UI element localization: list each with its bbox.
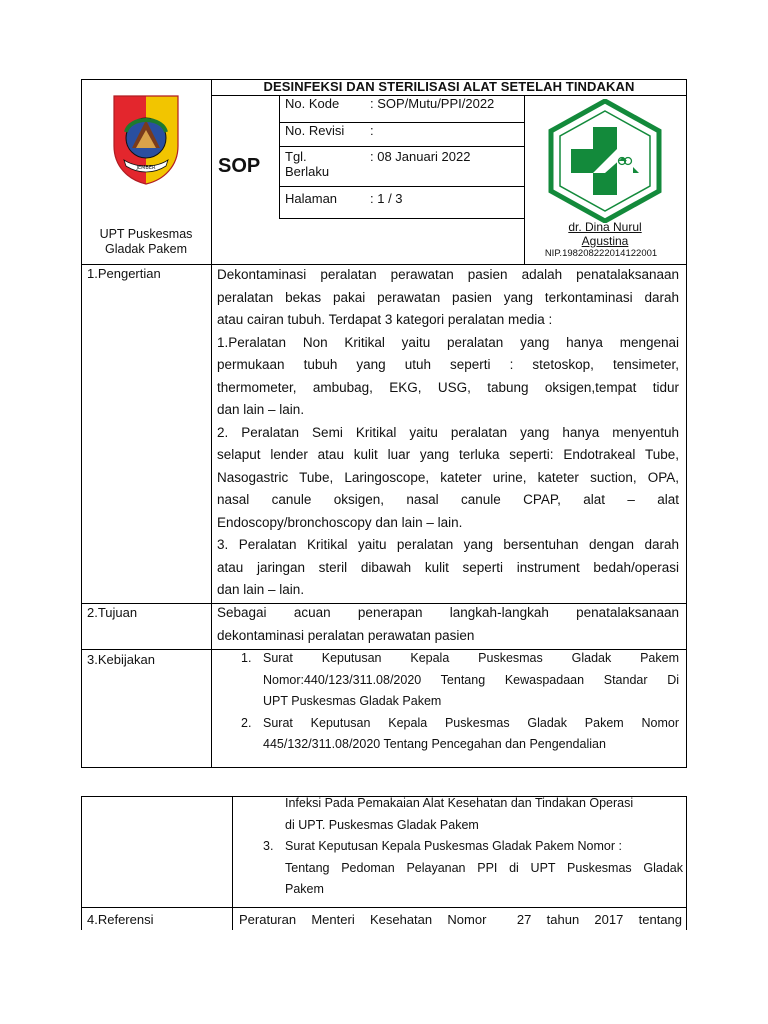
kebijakan-item-number: 2. [241,715,252,730]
pengertian-line: dan lain – lain. [217,582,305,597]
kebijakan-item-line: di UPT. Puskesmas Gladak Pakem [285,817,479,832]
field-tgl-berlaku-value: : 08 Januari 2022 [370,149,471,164]
logo-caption: JEMBER [136,165,156,171]
signer-name-line-1: dr. Dina Nurul [568,220,642,234]
kebijakan-item-number: 1. [241,651,252,665]
kebijakan-item-line: Pakem [285,882,324,896]
puskesmas-logo [543,99,667,223]
kebijakan-continued-list [263,793,683,901]
kebijakan-item-3 [263,836,683,901]
section-referensi-label: 4.Referensi [87,912,154,927]
field-tgl-label-line-2: Berlaku [285,164,330,179]
signer-name-line-2: Agustina [581,234,629,248]
kebijakan-list [241,648,679,756]
field-halaman-value: : 1 / 3 [370,191,403,206]
kebijakan-item-1 [241,648,679,713]
kebijakan-item-number: 3. [263,839,274,853]
tujuan-line: dekontaminasi peralatan perawatan pasien [217,627,475,643]
document-title: DESINFEKSI DAN STERILISASI ALAT SETELAH TINDAKAN [263,79,635,94]
signer-block [524,220,686,260]
field-no-kode-value: : SOP/Mutu/PPI/2022 [370,96,495,111]
kebijakan-item-line: Tentang Pedoman Pelayanan PPI di UPT Puskesmas Gladak [285,860,683,875]
section-pengertian-body [217,264,679,602]
organization-line-1: UPT Puskesmas [99,227,193,241]
pengertian-line: Nasogastric Tube, Laringoscope, kateter urine, kateter suction, OPA, [217,469,679,485]
pengertian-line: thermometer, ambubag, EKG, USG, tabung oksigen,tempat tidur [217,379,679,395]
tujuan-line: Sebagai acuan penerapan langkah-langkah penatalaksanaan [217,605,679,620]
signer-nip: NIP.198208222014122001 [544,248,658,259]
pengertian-line: atau cairan tubuh. Terdapat 3 kategori peralatan media : [217,312,553,327]
pengertian-line: 1.Peralatan Non Kritikal yaitu peralatan yang hanya mengenai [217,334,679,350]
section-kebijakan-label: 3.Kebijakan [87,652,155,667]
field-halaman-label: Halaman [285,191,338,206]
section-referensi-body [239,911,682,929]
section-pengertian-label: 1.Pengertian [87,266,161,281]
jember-logo [110,92,182,188]
kebijakan-item-line: Surat Keputusan Kepala Puskesmas Gladak Pakem Nomor : [285,839,622,853]
pengertian-line: 3. Peralatan Kritikal yaitu peralatan yang bersentuhan dengan darah [217,537,679,552]
field-tgl-berlaku-label [285,149,329,179]
kebijakan-item-2-continued [263,793,683,836]
sop-label: SOP [218,155,261,177]
field-no-revisi-label: No. Revisi [285,123,345,138]
pengertian-line: permukaan tubuh yang utuh seperti : stetoskop, tensimeter, [217,357,679,372]
pengertian-line: nasal canule oksigen, nasal canule CPAP, alat – alat [217,492,679,507]
kebijakan-item-line: Infeksi Pada Pemakaian Alat Kesehatan dan Tindakan Operasi [285,796,634,810]
referensi-line: Peraturan Menteri Kesehatan Nomor 27 tahun 2017 tentang [239,912,682,927]
field-no-revisi-value: : [370,123,374,138]
pengertian-line: peralatan bekas pakai perawatan pasien yang terkontaminasi darah [217,289,679,305]
section-tujuan-body [217,602,679,647]
kebijakan-item-line: 445/132/311.08/2020 Tentang Pencegahan dan Pengendalian [263,737,606,751]
section-tujuan-label: 2.Tujuan [87,605,138,620]
kebijakan-item-line: UPT Puskesmas Gladak Pakem [263,694,442,708]
field-tgl-label-line-1: Tgl. [285,149,307,164]
organization-line-2: Gladak Pakem [105,242,187,256]
kebijakan-item-line: Surat Keputusan Kepala Puskesmas Gladak Pakem [263,651,679,665]
organization-name [81,227,211,257]
pengertian-line: Dekontaminasi peralatan perawatan pasien adalah penatalaksanaan [217,267,679,282]
kebijakan-item-line: Surat Keputusan Kepala Puskesmas Gladak Pakem Nomor [263,715,679,730]
kebijakan-item-line: Nomor:440/123/311.08/2020 Tentang Kewaspadaan Standar Di [263,672,679,687]
kebijakan-item-2 [241,713,679,756]
pengertian-line: selaput lender atau kulit luar yang terluka seperti: Endotrakeal Tube, [217,447,679,462]
pengertian-line: atau jaringan steril dibawah kulit seperti instrument bedah/operasi [217,559,679,575]
pengertian-line: 2. Peralatan Semi Kritikal yaitu peralatan yang hanya menyentuh [217,424,679,440]
pengertian-line: Endoscopy/bronchoscopy dan lain – lain. [217,514,463,530]
field-no-kode-label: No. Kode [285,96,340,111]
pengertian-line: dan lain – lain. [217,402,305,417]
